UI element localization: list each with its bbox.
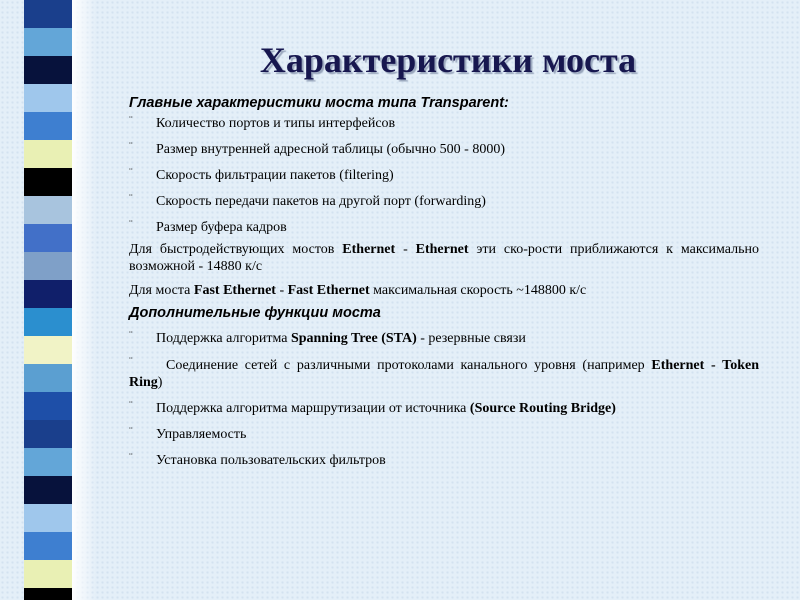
decorative-stripe bbox=[24, 364, 72, 392]
bullet-marker: ¨ bbox=[129, 329, 133, 341]
text-run: - резервные связи bbox=[416, 331, 526, 346]
bullet-marker: ¨ bbox=[129, 355, 133, 367]
list-item bbox=[129, 113, 759, 139]
bold-term: Spanning Tree (STA) bbox=[290, 331, 417, 346]
bold-term: Ethernet bbox=[415, 242, 469, 257]
decorative-stripe bbox=[24, 476, 72, 504]
decorative-stripe bbox=[24, 84, 72, 112]
decorative-stripe bbox=[24, 280, 72, 308]
decorative-stripe bbox=[24, 336, 72, 364]
list-item-text: Скорость передачи пакетов на другой порт (forwarding) bbox=[156, 194, 486, 209]
decorative-stripe bbox=[24, 140, 72, 168]
bullet-marker: ¨ bbox=[129, 218, 133, 230]
decorative-stripe bbox=[24, 56, 72, 84]
list-item-text: Скорость фильтрации пакетов (filtering) bbox=[156, 168, 394, 183]
text-run: Соединение сетей с различными протоколами канального уровня (например bbox=[166, 358, 652, 373]
bold-term: Ethernet - Token Ring bbox=[129, 358, 759, 390]
bold-term: Fast Ethernet bbox=[193, 283, 276, 298]
paragraph-fast-ethernet-speed bbox=[129, 282, 759, 299]
decorative-stripe bbox=[24, 28, 72, 56]
list-item bbox=[129, 354, 759, 391]
list-item bbox=[129, 328, 759, 354]
decorative-stripe bbox=[24, 588, 72, 600]
bullet-marker: ¨ bbox=[129, 140, 133, 152]
paragraph-ethernet-speed bbox=[129, 241, 759, 275]
text-run: - bbox=[395, 242, 416, 257]
text-run: - bbox=[275, 283, 288, 298]
list-item bbox=[129, 424, 759, 450]
text-run: ) bbox=[157, 375, 163, 390]
list-item bbox=[129, 165, 759, 191]
decorative-stripe bbox=[24, 560, 72, 588]
text-run: Поддержка алгоритма маршрутизации от источника bbox=[156, 401, 470, 416]
decorative-stripe bbox=[24, 224, 72, 252]
bullet-marker: ¨ bbox=[129, 166, 133, 178]
decorative-stripe bbox=[24, 252, 72, 280]
text-run: максимальная скорость ~148800 к/с bbox=[369, 283, 587, 298]
bold-term: (Source Routing Bridge) bbox=[469, 401, 616, 416]
list-item bbox=[129, 217, 759, 243]
bullet-marker: ¨ bbox=[129, 114, 133, 126]
list-item bbox=[129, 398, 759, 424]
slide-content bbox=[129, 93, 759, 476]
text-run: Поддержка алгоритма bbox=[156, 331, 291, 346]
decorative-stripe bbox=[24, 420, 72, 448]
list-item bbox=[129, 139, 759, 165]
section-heading-extra: Дополнительные функции моста bbox=[129, 305, 381, 321]
list-item-text: Размер буфера кадров bbox=[156, 220, 287, 235]
section-heading-main: Главные характеристики моста типа Transparent: bbox=[129, 95, 509, 111]
decorative-stripe bbox=[24, 392, 72, 420]
decorative-stripe bbox=[24, 504, 72, 532]
list-item bbox=[129, 191, 759, 217]
decorative-stripe bbox=[24, 448, 72, 476]
bullet-marker: ¨ bbox=[129, 425, 133, 437]
list-item-text: Установка пользовательских фильтров bbox=[156, 453, 386, 468]
text-run: Для моста bbox=[129, 283, 194, 298]
list-item-text: Управляемость bbox=[156, 427, 247, 442]
slide-title: Характеристики моста bbox=[259, 40, 637, 80]
text-run: эти ско-рости приближаются к максимально возможной - 14880 к/с bbox=[129, 242, 759, 274]
decorative-stripe bbox=[24, 168, 72, 196]
stripe-fade bbox=[72, 0, 96, 600]
bullet-marker: ¨ bbox=[129, 192, 133, 204]
bullet-marker: ¨ bbox=[129, 451, 133, 463]
list-item-text: Размер внутренней адресной таблицы (обычно 500 - 8000) bbox=[156, 142, 506, 157]
decorative-stripe bbox=[24, 0, 72, 28]
text-run: Для быстродействующих мостов bbox=[129, 242, 343, 257]
decorative-stripe bbox=[24, 308, 72, 336]
decorative-stripe bbox=[24, 196, 72, 224]
bold-term: Fast Ethernet bbox=[287, 283, 370, 298]
list-item-text: Количество портов и типы интерфейсов bbox=[156, 116, 396, 131]
decorative-stripe bbox=[24, 112, 72, 140]
bullet-marker: ¨ bbox=[129, 399, 133, 411]
list-item bbox=[129, 450, 759, 476]
bold-term: Ethernet bbox=[342, 242, 396, 257]
decorative-stripe bbox=[24, 532, 72, 560]
